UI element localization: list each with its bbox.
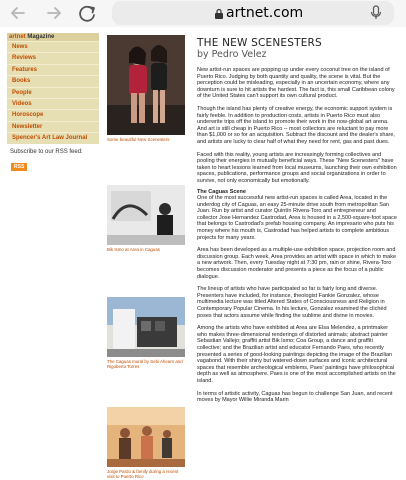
article-author: by Pedro Velez xyxy=(197,49,267,60)
url-text: artnet.com xyxy=(226,5,304,21)
magazine-label: Magazine xyxy=(25,34,55,40)
browser-toolbar xyxy=(0,0,406,27)
article-paragraph: In terms of artistic activity, Caguas has begun to challenge San Juan, and recent moves by Mayor Willie Miranda Marin xyxy=(197,390,393,404)
article-paragraph: New artist-run spaces are popping up under every coconut tree on the island of Puerto Rico. Judging by both quantity and quality, the scene is vital. But the perception could be misleading, especially in an uncertain economy, where any downturn is sure to hit artists the hardest. The fact is, this small Caribbean colony of the United States can't support its own cultural product. xyxy=(197,67,395,100)
image-caption: Bik Ismo at Area in Caguas xyxy=(107,247,160,252)
photo-bik-ismo[interactable] xyxy=(107,185,185,245)
sidebar xyxy=(7,33,99,173)
article-paragraph: One of the most successful new artist-run spaces is called Area, located in the underdog city of Caguas, an easy 25-minute drive south from metropolitan San Juan. Run by artist and curator Quintín Rivera-Toro and entrepreneur and collector Jose Hernandez Castrodad, Area is housed in a 2,500-square-foot space that belongs to Castrodad's prefab housing company. An impresario who puts his money where his mouth is, Castrodad has helped artists to complete ambitious projects for many years. xyxy=(197,195,397,241)
sidebar-item-features[interactable]: Features xyxy=(7,64,99,75)
sidebar-item-books[interactable]: Books xyxy=(7,75,99,86)
sidebar-item-news[interactable]: News xyxy=(7,41,99,52)
lock-icon xyxy=(214,8,224,19)
section-subhead: The Caguas Scene xyxy=(197,188,246,195)
article-paragraph: Though the island has plenty of creative energy, the economic support system is fairly feeble. In addition to production costs, artists in Puerto Rico must also underwrite trips off the island to promote their work in the now-global art arena. And art is still cheap in Puerto Rico -- most collectors are reluctant to pay more than $1,000 or so for an acquisition. Subtract the discount and the dealer's share, and artists are lucky to clear half of what they need for rent, gas and past dues. xyxy=(197,105,395,145)
image-caption: Some beautiful New Scenesters xyxy=(107,137,170,142)
microphone-icon[interactable] xyxy=(370,5,382,21)
brand-name: artnet xyxy=(9,34,26,40)
sidebar-item-reviews[interactable]: Reviews xyxy=(7,52,99,63)
article-paragraph: Faced with this reality, young artists are increasingly forming collectives and pooling their energies in mutually beneficial ways. These "New Scenesters" have taken to heart lessons learned from local museums, launching their own exhibition spaces, publications, performance groups and social organizations in order to survive, not only economically but emotionally. xyxy=(197,151,397,184)
image-caption: Jorge Pardo & family during a recent visit to Puerto Rico xyxy=(107,469,179,479)
photo-jorge-pardo[interactable] xyxy=(107,407,185,467)
reload-button[interactable] xyxy=(76,3,100,23)
article-paragraph: Among the artists who have exhibited at Area are Elsa Melendez, a printmaker who makes three-dimensional renderings of distorted animals; abstract painter Sebastian Vallejo; graffiti artist Bik Ismo; Coa Group, a dance and graffiti collective; and the Brazilian artist and educator Fernando Paes, who recently presented a series of good-looking paintings depicting the image of the Brazilian vagabond. With their shiny but watered-down surfaces and iconic architectural spaces that resemble archeological emblems, Paes' paintings have philosophical depth as well as atmosphere. Paes is one of the most accomplished artists on the island. xyxy=(197,325,396,384)
forward-arrow-icon xyxy=(42,3,66,23)
article-paragraph: The lineup of artists who have participated so far is fairly long and diverse. Presenters have included, for instance, theologist Fankie Gonzalez, whose multimedia lecture was titled Altered States of Consciousness and Religion in Contemporary Popular Cinema. In his lecture, Gonzalez examined the clichéd poses that actors assume while finding the sublime and divine in movies. xyxy=(197,286,387,319)
back-arrow-icon xyxy=(6,3,30,23)
article-paragraph: Area has been developed as a multiple-use exhibition space, projection room and discussion group. Each week, Area provides an artist with space in which to make a new artwork. Then, every Tuesday night at 7:30 pm, rain or shine, Rivera-Toro becomes discussion moderator and presents a piece as the focus of a public dialogue. xyxy=(197,247,397,280)
article-body xyxy=(197,67,397,404)
sidebar-header xyxy=(7,33,99,41)
sidebar-item-horoscope[interactable]: Horoscope xyxy=(7,109,99,120)
article xyxy=(197,37,397,410)
photo-caguas-mural[interactable] xyxy=(107,297,185,357)
back-button[interactable] xyxy=(6,3,30,23)
rss-subscribe-text: Subscribe to our RSS feed: xyxy=(10,148,83,155)
sidebar-item-newsletter[interactable]: Newsletter xyxy=(7,121,99,132)
forward-button[interactable] xyxy=(42,3,66,23)
article-title: THE NEW SCENESTERS xyxy=(197,37,322,49)
address-bar[interactable] xyxy=(112,1,394,25)
sidebar-item-people[interactable]: People xyxy=(7,87,99,98)
reload-icon xyxy=(76,3,100,23)
photo-new-scenesters[interactable] xyxy=(107,35,185,135)
rss-button[interactable]: RSS xyxy=(11,163,27,171)
sidebar-item-art-law-journal[interactable]: Spencer's Art Law Journal xyxy=(7,132,99,143)
sidebar-item-videos[interactable]: Videos xyxy=(7,98,99,109)
image-caption: The Caguas mural by Sebi Ahearn and Rigoberto Torres xyxy=(107,359,183,369)
